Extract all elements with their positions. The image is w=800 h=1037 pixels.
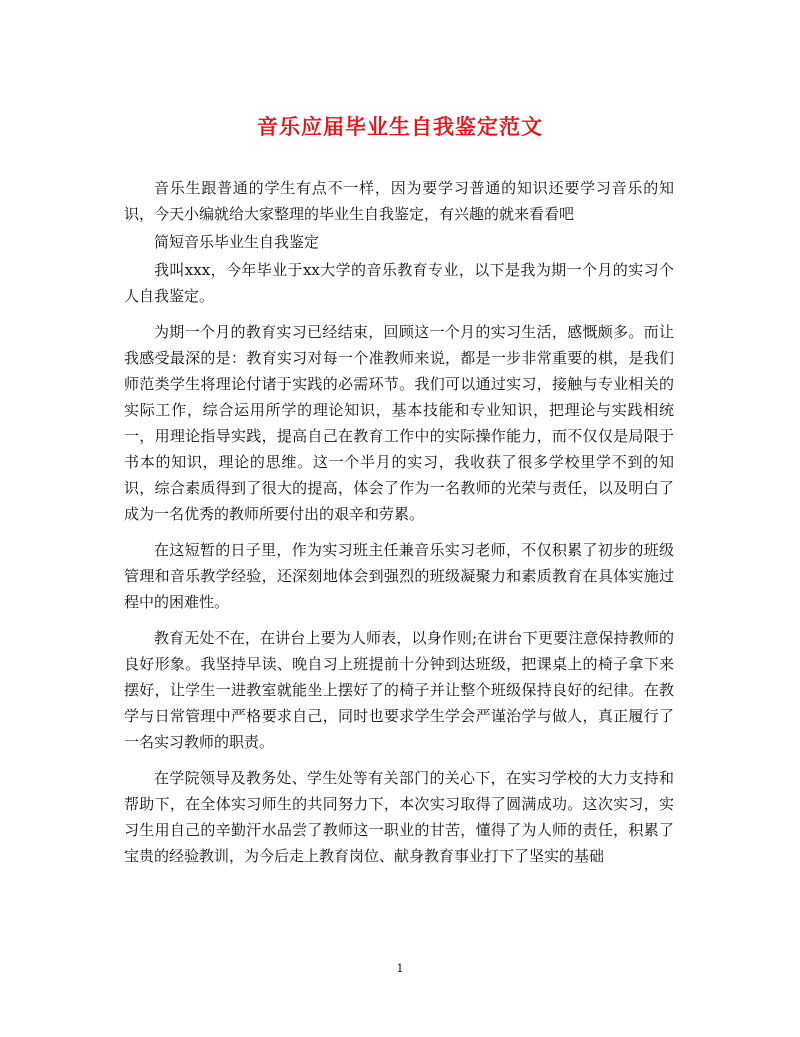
paragraph-role-model: 教育无处不在，在讲台上要为人师表，以身作则;在讲台下更要注意保持教师的良好形象。我坚持早读、晚自习上班提前十分钟到达班级，把课桌上的椅子拿下来摆好，让学生一进教室就能坐上摆好了的椅子并让整个班级保持良好的纪律。在教学与日常管理中严格要求自己，同时也要求学生学会严谨治学与做人，真正履行了一名实习教师的职责。 (124, 629, 674, 751)
document-body (124, 175, 674, 879)
paragraph-subheading: 简短音乐毕业生自我鉴定 (154, 233, 320, 251)
paragraph-internship-summary: 为期一个月的教育实习已经结束，回顾这一个月的实习生活，感慨颇多。而让我感受最深的是：教育实习对每一个准教师来说，都是一步非常重要的棋，是我们师范类学生将理论付诸于实践的必需环节。我们可以通过实习，接触与专业相关的实际工作，综合运用所学的理论知识，基本技能和专业知识，把理论与实践相统一，用理论指导实践，提高自己在教育工作中的实际操作能力，而不仅仅是局限于书本的知识，理论的思维。这一个半月的实习，我收获了很多学校里学不到的知识，综合素质得到了很大的提高，体会了作为一名教师的光荣与责任，以及明白了成为一名优秀的教师所要付出的艰辛和劳累。 (124, 323, 674, 523)
page-number: 1 (396, 962, 404, 975)
paragraph-intro: 音乐生跟普通的学生有点不一样，因为要学习普通的知识还要学习音乐的知识，今天小编就给大家整理的毕业生自我鉴定，有兴趣的就来看看吧 (124, 179, 674, 223)
paragraph-acknowledgement: 在学院领导及教务处、学生处等有关部门的关心下，在实习学校的大力支持和帮助下，在全体实习师生的共同努力下，本次实习取得了圆满成功。这次实习，实习生用自己的辛勤汗水品尝了教师这一职业的甘苦，懂得了为人师的责任，积累了宝贵的经验教训，为今后走上教育岗位、献身教育事业打下了坚实的基础 (124, 769, 674, 865)
document-title: 音乐应届毕业生自我鉴定范文 (257, 114, 543, 139)
paragraph-head-teacher: 在这短暂的日子里，作为实习班主任兼音乐实习老师，不仅积累了初步的班级管理和音乐教学经验，还深刻地体会到强烈的班级凝聚力和素质教育在具体实施过程中的困难性。 (124, 541, 674, 611)
paragraph-self-intro: 我叫xxx，今年毕业于xx大学的音乐教育专业，以下是我为期一个月的实习个人自我鉴定。 (124, 261, 674, 305)
